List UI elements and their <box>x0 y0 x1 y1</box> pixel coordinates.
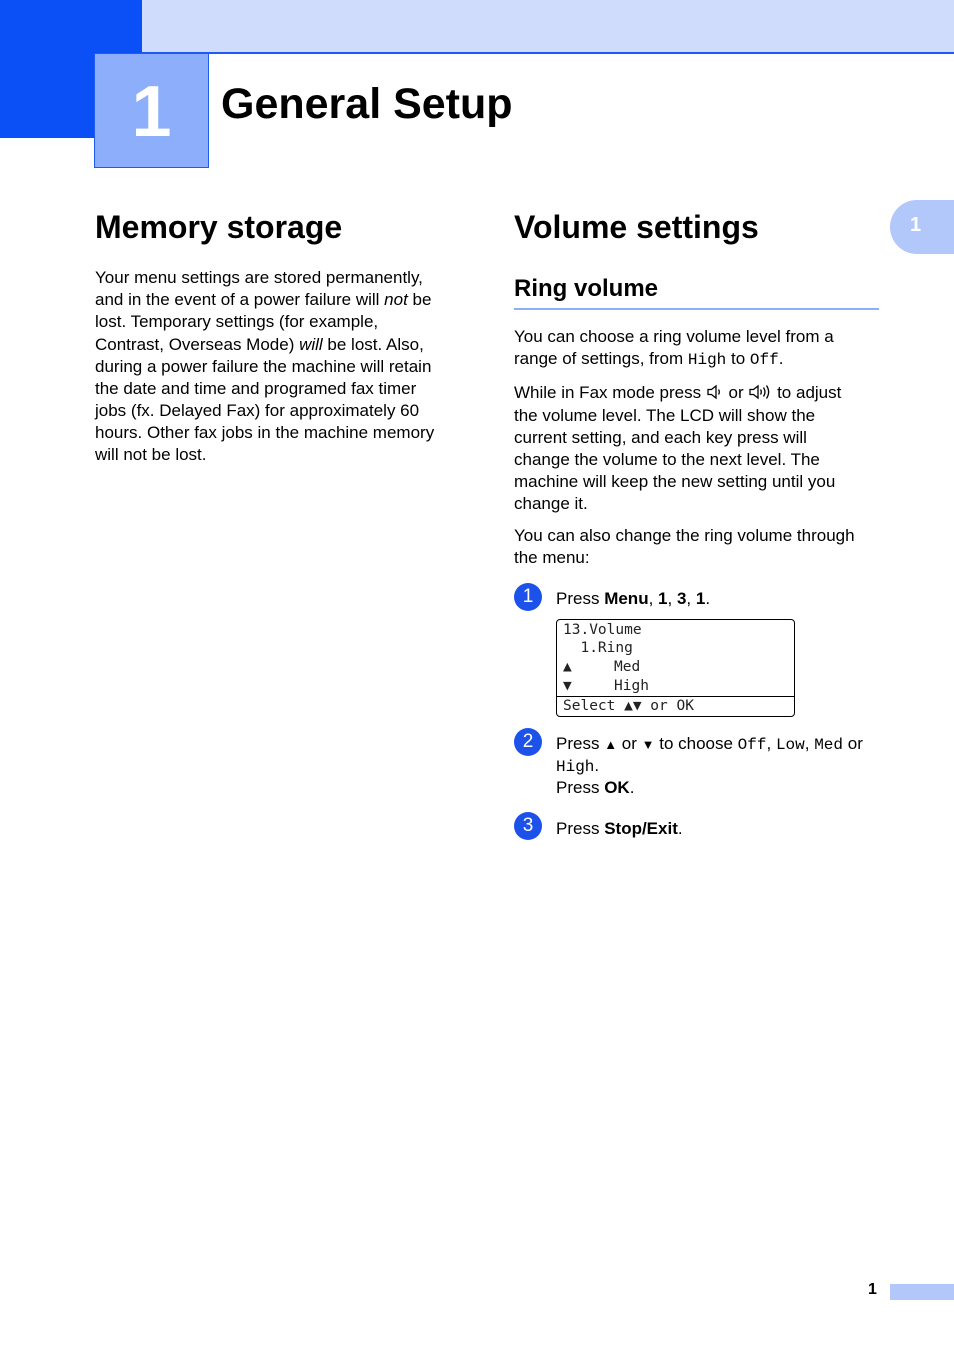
volume-line: You can choose a ring volume level from a <box>514 327 834 346</box>
lcd-line-2: 1.Ring <box>563 640 633 656</box>
chapter-number: 1 <box>131 72 172 152</box>
memory-line: and in the event of a power failure will not be <box>95 290 432 309</box>
ring-volume-subheading: Ring volume <box>514 274 879 310</box>
lcd-line-3: Med <box>614 659 641 675</box>
lcd-up-arrow: ▲ <box>563 659 572 675</box>
lcd-display <box>556 619 795 717</box>
speaker-low-icon <box>706 384 724 406</box>
up-arrow-icon: ▲ <box>604 737 618 752</box>
step-3-text: Press Stop/Exit. <box>556 819 683 838</box>
header-band <box>142 0 954 54</box>
lcd-footer: Select ▲▼ or OK <box>563 698 694 714</box>
chapter-side-tab-label: 1 <box>910 214 922 236</box>
volume-line: the menu: <box>514 548 590 567</box>
volume-line: change it. <box>514 494 588 513</box>
page-number: 1 <box>868 1281 877 1298</box>
volume-line: machine will keep the new setting until you <box>514 472 836 491</box>
memory-line: jobs (fx. Delayed Fax) for approximately 60 <box>95 401 420 420</box>
step-2-text: Press ▲ or ▼ to choose Off, Low, Med or <box>556 734 863 754</box>
volume-line: range of settings, from High to Off. <box>514 349 784 369</box>
step-1-bullet: 1 <box>514 583 542 611</box>
lcd-line-1: 13.Volume <box>563 622 642 638</box>
volume-settings-heading: Volume settings <box>514 209 759 245</box>
memory-line: will not be lost. <box>95 445 207 464</box>
chapter-number-box <box>94 53 209 168</box>
step-2-press-ok: Press OK. <box>556 778 635 797</box>
memory-storage-heading: Memory storage <box>95 209 343 245</box>
footer-bar <box>890 1284 954 1300</box>
memory-line: hours. Other fax jobs in the machine memory <box>95 423 435 442</box>
volume-line: the volume level. The LCD will show the <box>514 406 816 425</box>
step-2-text-cont: High. <box>556 756 600 776</box>
lcd-down-arrow: ▼ <box>563 678 572 694</box>
memory-line: Your menu settings are stored permanently, <box>95 268 423 287</box>
down-arrow-icon: ▼ <box>641 737 655 752</box>
volume-line: While in Fax mode press or to adjust <box>514 382 841 406</box>
step-2-bullet: 2 <box>514 728 542 756</box>
chapter-side-tab[interactable] <box>890 200 954 254</box>
lcd-line-4: High <box>614 678 649 694</box>
volume-line: change the volume to the next level. The <box>514 450 820 469</box>
volume-line: You can also change the ring volume through <box>514 526 855 545</box>
memory-line: during a power failure the machine will retain <box>95 357 432 376</box>
memory-line: Contrast, Overseas Mode) will be lost. Also, <box>95 335 424 354</box>
speaker-high-icon <box>748 384 772 406</box>
memory-line: lost. Temporary settings (for example, <box>95 312 379 331</box>
chapter-title: General Setup <box>221 80 513 128</box>
step-1-text: Press Menu, 1, 3, 1. <box>556 589 711 608</box>
step-3-bullet: 3 <box>514 812 542 840</box>
volume-line: current setting, and each key press will <box>514 428 807 447</box>
memory-line: the date and time and programed fax timer <box>95 379 417 398</box>
